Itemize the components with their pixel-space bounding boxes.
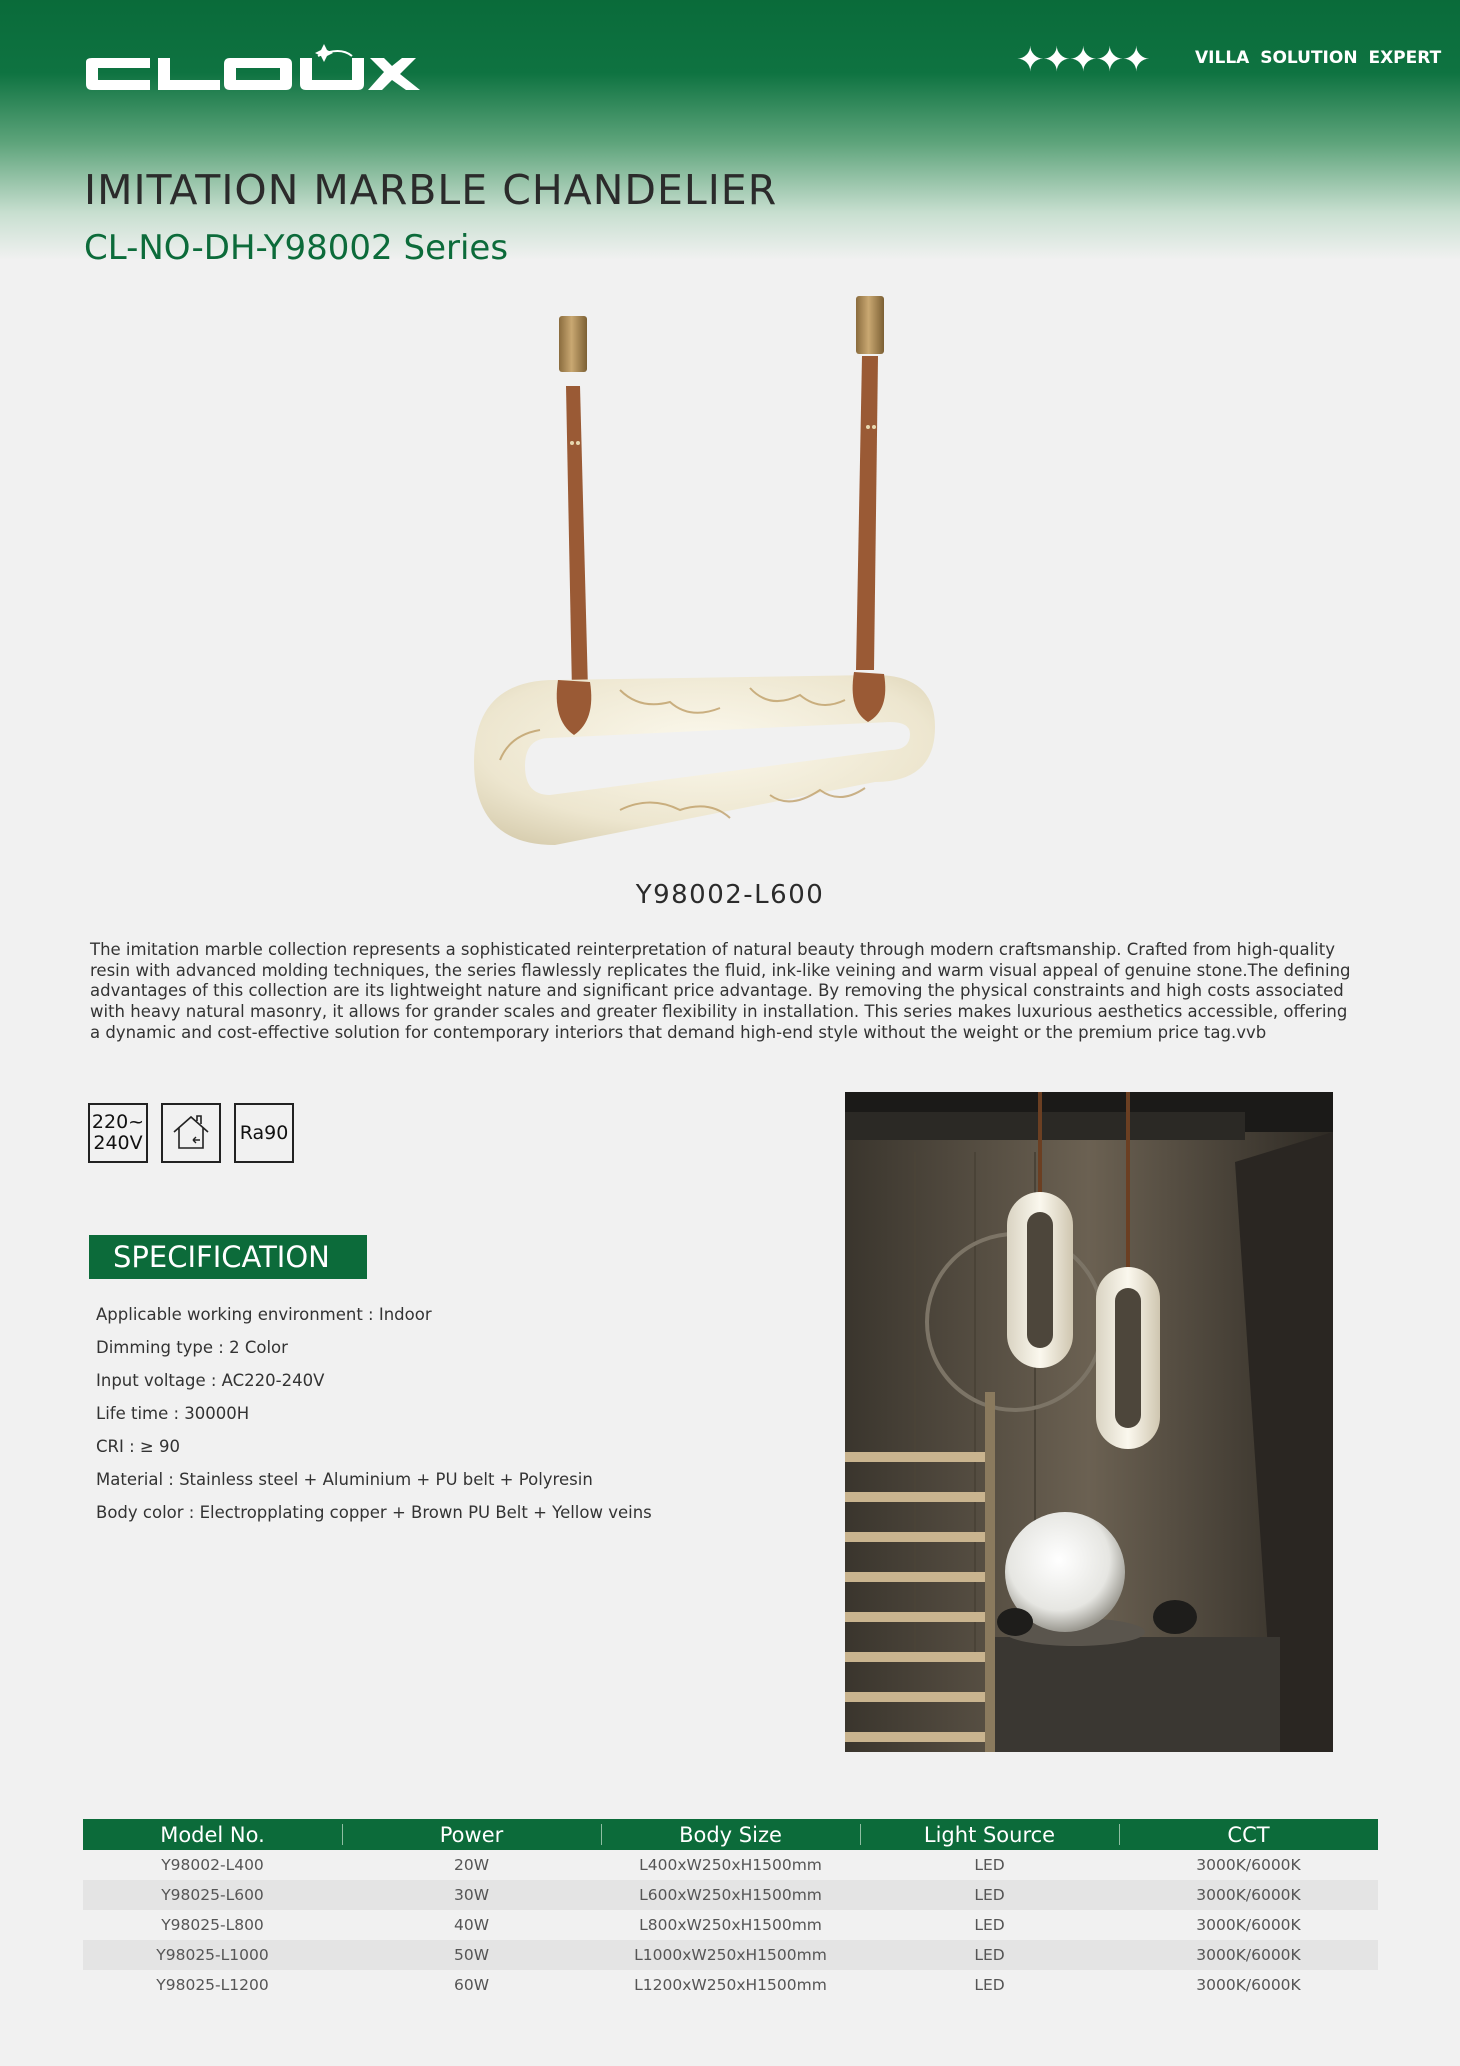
cell-cct: 3000K/6000K <box>1119 1880 1378 1910</box>
cell-model: Y98025-L600 <box>83 1880 342 1910</box>
cri-badge-label: Ra90 <box>239 1121 289 1144</box>
cell-model: Y98002-L400 <box>161 1856 264 1874</box>
cell-size: L600xW250xH1500mm <box>601 1880 860 1910</box>
cell-cct: 3000K/6000K <box>1196 1916 1301 1934</box>
cell-power: 50W <box>342 1940 601 1970</box>
indoor-house-icon <box>161 1103 221 1163</box>
cloux-logo <box>84 44 436 100</box>
page-title: IMITATION MARBLE CHANDELIER <box>84 166 778 214</box>
rating-stars: ✦✦✦✦✦ <box>1016 40 1149 80</box>
cell-size: L400xW250xH1500mm <box>639 1856 822 1874</box>
header-band <box>0 0 1460 260</box>
voltage-badge <box>88 1103 148 1163</box>
cell-power: 40W <box>453 1916 490 1934</box>
spec-item: Material : Stainless steel + Aluminium + PU belt + Polyresin <box>96 1470 593 1489</box>
table-row <box>83 1850 1378 1880</box>
cell-model: Y98025-L1000 <box>83 1940 342 1970</box>
table-row <box>83 1880 1378 1910</box>
cell-source: LED <box>974 1976 1005 1994</box>
spec-item: Life time : 30000H <box>96 1404 250 1423</box>
cell-source: LED <box>974 1916 1005 1934</box>
cri-badge <box>234 1103 294 1163</box>
specification-heading: SPECIFICATION <box>89 1235 367 1279</box>
spec-item: Dimming type : 2 Color <box>96 1338 288 1357</box>
product-chandelier-image <box>470 290 990 860</box>
specification-list <box>96 1298 652 1529</box>
cell-source: LED <box>974 1856 1005 1874</box>
feature-badges <box>88 1103 294 1163</box>
cell-size: L1200xW250xH1500mm <box>634 1976 827 1994</box>
spec-item: Applicable working environment : Indoor <box>96 1305 432 1324</box>
voltage-line-1: 220~ <box>91 1111 145 1133</box>
col-model-no: Model No. <box>83 1819 342 1850</box>
brand-tagline: VILLA SOLUTION EXPERT <box>1195 48 1442 68</box>
spec-item: CRI : ≥ 90 <box>96 1437 180 1456</box>
cell-power: 60W <box>453 1976 490 1994</box>
cell-cct: 3000K/6000K <box>1119 1940 1378 1970</box>
cell-size: L1000xW250xH1500mm <box>601 1940 860 1970</box>
col-body-size: Body Size <box>601 1819 860 1850</box>
table-row <box>83 1970 1378 2000</box>
cell-model: Y98025-L1200 <box>156 1976 269 1994</box>
cell-source: LED <box>860 1880 1119 1910</box>
spec-item: Body color : Electropplating copper + Brown PU Belt + Yellow veins <box>96 1503 652 1522</box>
cell-power: 20W <box>453 1856 490 1874</box>
cell-power: 30W <box>342 1880 601 1910</box>
col-cct: CCT <box>1119 1819 1378 1850</box>
voltage-line-2: 240V <box>93 1132 143 1154</box>
series-subtitle: CL-NO-DH-Y98002 Series <box>84 228 509 268</box>
col-power: Power <box>342 1819 601 1850</box>
product-description: The imitation marble collection represents a sophisticated reinterpretation of natural beauty through modern craftsmanship. Crafted from high-quality resin with advanced molding techniques, the series flawlessly replicates the fluid, ink-like veining and warm visual appeal of genuine stone.The defining advantages of this collection are its lightweight nature and significant price advantage. By removing the physical constraints and high costs associated with heavy natural masonry, it allows for grander scales and greater flexibility in installation. This series makes luxurious aesthetics accessible, offering a dynamic and cost-effective solution for contemporary interiors that demand high-end style without the weight or the premium price tag.vvb <box>90 940 1351 1042</box>
table-row <box>83 1910 1378 1940</box>
cell-source: LED <box>860 1940 1119 1970</box>
cell-cct: 3000K/6000K <box>1196 1976 1301 1994</box>
cell-model: Y98025-L800 <box>161 1916 264 1934</box>
col-light-source: Light Source <box>860 1819 1119 1850</box>
cell-size: L800xW250xH1500mm <box>639 1916 822 1934</box>
product-model-caption: Y98002-L600 <box>635 880 825 910</box>
table-header-row <box>83 1819 1378 1850</box>
spec-item: Input voltage : AC220-240V <box>96 1371 325 1390</box>
model-spec-table <box>83 1819 1378 2000</box>
cell-cct: 3000K/6000K <box>1196 1856 1301 1874</box>
table-row <box>83 1940 1378 1970</box>
interior-scene-photo <box>845 1092 1333 1752</box>
